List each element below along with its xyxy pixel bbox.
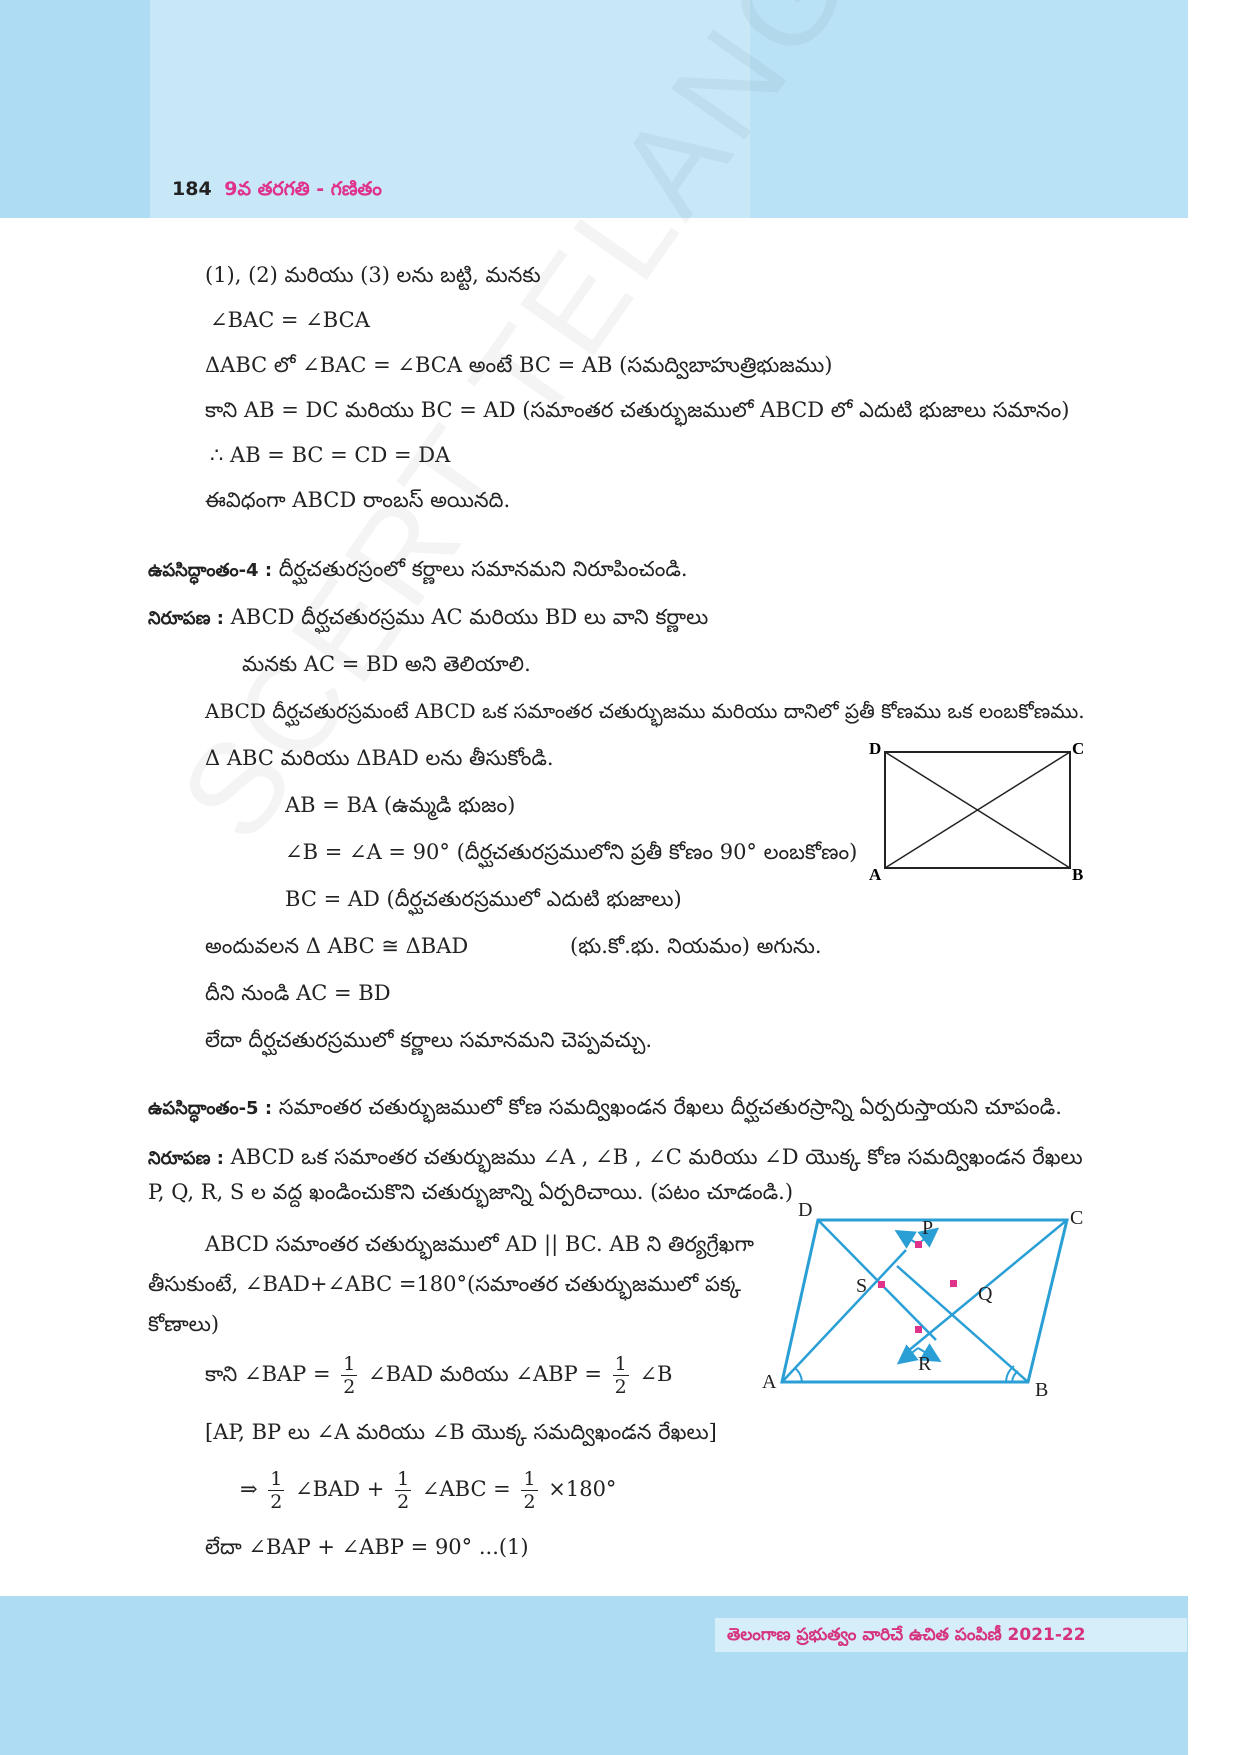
vertex-label: P — [922, 1217, 934, 1239]
text-line: (భు.కో.భు. నియమం) అగును. — [570, 934, 822, 958]
angle-arc-a — [795, 1368, 802, 1382]
text-line: కోణాలు) — [148, 1312, 220, 1336]
fraction — [341, 1353, 357, 1398]
proof-label: నిరూపణ : — [148, 1148, 224, 1169]
text-line: P, Q, R, S ల వద్ద ఖండించుకొని చతుర్భుజాన్ని ఏర్పరిచాయి. (పటం చూడండి.) — [148, 1180, 794, 1204]
fraction — [521, 1468, 537, 1513]
text-line: ∠BAC = ∠BCA — [210, 308, 370, 332]
text-line: BC = AD (దీర్ఘచతురస్రములో ఎదుటి భుజాలు) — [285, 887, 682, 911]
vertex-label: B — [1072, 865, 1084, 884]
equation-part: ∠BAD మరియు ∠ABP = — [368, 1362, 602, 1386]
book-title: 9వ తరగతి - గణితం — [224, 178, 382, 200]
text-line: లేదా ∠BAP + ∠ABP = 90° ...(1) — [205, 1535, 529, 1559]
vertex-label: R — [918, 1353, 932, 1375]
numerator: 1 — [343, 1353, 356, 1375]
rectangle-figure — [860, 738, 1100, 888]
text-line: అందువలన Δ ABC ≅ ΔBAD — [205, 934, 469, 958]
equation-line — [205, 1353, 672, 1398]
theorem-4 — [148, 557, 688, 587]
bisector-d — [818, 1220, 936, 1340]
fraction — [613, 1353, 629, 1398]
parallelogram-figure — [750, 1199, 1084, 1401]
equation-part: ∠B — [639, 1362, 673, 1386]
denominator: 2 — [397, 1491, 410, 1513]
text-line: దీని నుండి AC = BD — [205, 981, 391, 1005]
numerator: 1 — [523, 1468, 536, 1490]
header-band-strip — [750, 0, 1188, 218]
vertex-label: A — [762, 1371, 777, 1393]
theorem-5 — [148, 1095, 1062, 1125]
text-line: Δ ABC మరియు ΔBAD లను తీసుకోండి. — [205, 746, 554, 770]
text-line: AB = BA (ఉమ్మడి భుజం) — [285, 793, 516, 817]
proof-label: నిరూపణ : — [148, 608, 224, 629]
fraction — [268, 1468, 284, 1513]
numerator: 1 — [614, 1353, 627, 1375]
text-line: [AP, BP లు ∠A మరియు ∠B యొక్క సమద్విఖండన రేఖలు] — [205, 1420, 717, 1444]
text-line: కాని AB = DC మరియు BC = AD (సమాంతర చతుర్భుజములో ABCD లో ఎదుటి భుజాలు సమానం) — [205, 398, 1070, 422]
equation-part: కాని ∠BAP = — [205, 1362, 331, 1386]
vertex-label: Q — [978, 1283, 993, 1305]
vertex-label: B — [1035, 1379, 1049, 1401]
text-line: లేదా దీర్ఘచతురస్రములో కర్ణాలు సమానమని చెప్పవచ్చు. — [205, 1028, 653, 1052]
vertex-label: A — [869, 865, 882, 884]
numerator: 1 — [397, 1468, 410, 1490]
text-line: ఈవిధంగా ABCD రాంబస్ అయినది. — [205, 488, 511, 512]
proof-4 — [148, 605, 708, 635]
angle-arc-b-inner — [1012, 1371, 1018, 1382]
text-line: ABCD సమాంతర చతుర్భుజములో AD || BC. AB ని తిర్యగ్రేఖగా — [205, 1232, 754, 1256]
equation-part: ×180° — [548, 1477, 617, 1501]
point-q — [950, 1280, 957, 1287]
denominator: 2 — [343, 1376, 356, 1398]
equation-part: ⇒ — [240, 1477, 258, 1501]
proof-text: ABCD దీర్ఘచతురస్రము AC మరియు BD లు వాని కర్ణాలు — [230, 605, 709, 629]
text-line: మనకు AC = BD అని తెలియాలి. — [242, 652, 531, 676]
fraction — [395, 1468, 411, 1513]
vertex-label: D — [798, 1199, 813, 1221]
theorem-text: దీర్ఘచతురస్రంలో కర్ణాలు సమానమని నిరూపించండి. — [278, 557, 688, 581]
vertex-label: C — [1070, 1207, 1084, 1229]
vertex-label: D — [869, 739, 882, 758]
point-r — [915, 1326, 922, 1333]
denominator: 2 — [270, 1491, 283, 1513]
theorem-label: ఉపసిద్ధాంతం-5 : — [148, 1098, 273, 1119]
point-s — [878, 1281, 885, 1288]
header-band-edge — [1188, 0, 1240, 218]
equation-line — [240, 1468, 616, 1513]
text-line: ∠B = ∠A = 90° (దీర్ఘచతురస్రములోని ప్రతీ కోణం 90° లంబకోణం) — [285, 840, 858, 864]
bisector-a — [782, 1250, 906, 1382]
text-line: తీసుకుంటే, ∠BAD+∠ABC =180°(సమాంతర చతుర్భుజములో పక్క — [148, 1272, 742, 1296]
equation-part: ∠ABC = — [421, 1477, 511, 1501]
point-p — [915, 1241, 922, 1248]
bisector-b — [897, 1266, 1028, 1382]
text-line: ΔABC లో ∠BAC = ∠BCA అంటే BC = AB (సమద్విబాహుత్రిభుజము) — [205, 353, 833, 377]
text-line: (1), (2) మరియు (3) లను బట్టి, మనకు — [205, 263, 541, 287]
vertex-label: C — [1072, 739, 1085, 758]
vertex-label: S — [856, 1275, 868, 1297]
theorem-text: సమాంతర చతుర్భుజములో కోణ సమద్విఖండన రేఖలు దీర్ఘచతురస్రాన్ని ఏర్పరుస్తాయని చూపండి. — [278, 1095, 1062, 1119]
text-line: ∴ AB = BC = CD = DA — [210, 443, 451, 467]
page-header — [172, 178, 382, 205]
text-line: ABCD దీర్ఘచతురస్రమంటే ABCD ఒక సమాంతర చతుర్భుజము మరియు దానిలో ప్రతీ కోణము ఒక లంబకోణము. — [205, 699, 1085, 723]
equation-part: ∠BAD + — [295, 1477, 385, 1501]
theorem-label: ఉపసిద్ధాంతం-4 : — [148, 560, 273, 581]
page-number: 184 — [172, 178, 212, 200]
denominator: 2 — [614, 1376, 627, 1398]
footer-text: తెలంగాణ ప్రభుత్వం వారిచే ఉచిత పంపిణీ 2021-22 — [715, 1618, 1187, 1652]
denominator: 2 — [523, 1491, 536, 1513]
numerator: 1 — [270, 1468, 283, 1490]
proof-5 — [148, 1145, 1083, 1175]
proof-text: ABCD ఒక సమాంతర చతుర్భుజము ∠A , ∠B , ∠C మరియు ∠D యొక్క కోణ సమద్విఖండన రేఖలు — [230, 1145, 1083, 1169]
